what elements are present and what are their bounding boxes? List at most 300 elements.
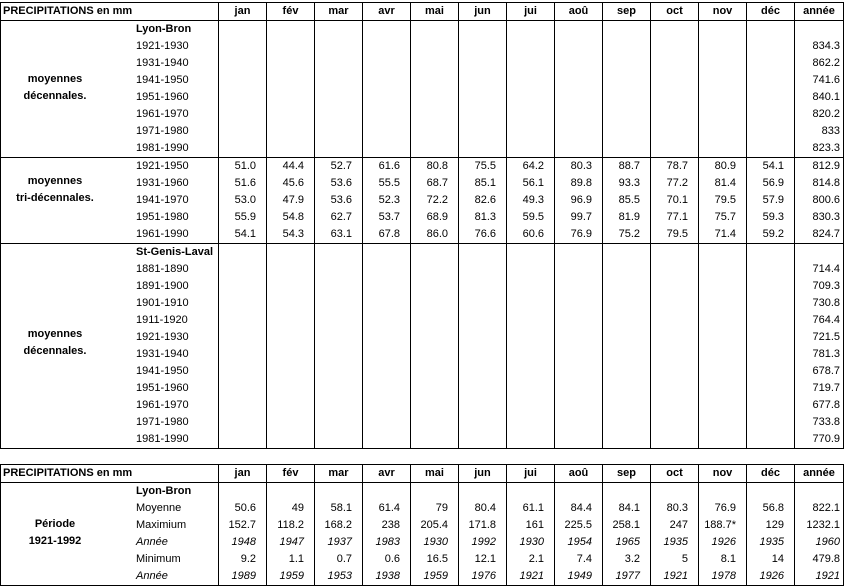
empty-cell xyxy=(699,431,747,449)
month-header: avr xyxy=(363,465,411,483)
value-cell: 1926 xyxy=(699,534,747,551)
empty-cell xyxy=(651,38,699,55)
empty-cell xyxy=(363,346,411,363)
empty-cell xyxy=(267,72,315,89)
empty-cell xyxy=(507,414,555,431)
value-cell: 14 xyxy=(747,551,795,568)
value-cell: 75.5 xyxy=(459,158,507,176)
empty-cell xyxy=(411,244,459,262)
empty-cell xyxy=(459,312,507,329)
value-cell: 47.9 xyxy=(267,192,315,209)
empty-cell xyxy=(747,397,795,414)
value-cell: 1930 xyxy=(411,534,459,551)
empty-cell xyxy=(315,72,363,89)
value-cell: 1947 xyxy=(267,534,315,551)
empty-cell xyxy=(315,261,363,278)
table-row xyxy=(1,209,844,226)
empty-cell xyxy=(315,244,363,262)
empty-cell xyxy=(315,397,363,414)
empty-cell xyxy=(267,89,315,106)
value-cell: 1232.1 xyxy=(795,517,844,534)
table-row xyxy=(1,363,844,380)
month-header: aoû xyxy=(555,465,603,483)
period-cell: 1961-1970 xyxy=(1,397,219,414)
empty-cell xyxy=(747,140,795,158)
empty-cell xyxy=(219,55,267,72)
value-cell: 171.8 xyxy=(459,517,507,534)
station-row xyxy=(1,244,844,262)
empty-cell xyxy=(699,55,747,72)
empty-cell xyxy=(315,329,363,346)
empty-cell xyxy=(603,89,651,106)
value-cell: 1959 xyxy=(267,568,315,586)
value-cell: 53.6 xyxy=(315,175,363,192)
empty-cell xyxy=(411,261,459,278)
empty-cell xyxy=(603,329,651,346)
period-cell: 1981-1990 xyxy=(1,431,219,449)
empty-cell xyxy=(555,329,603,346)
period-cell: 1911-1920 xyxy=(1,312,219,329)
table-row xyxy=(1,551,844,568)
empty-cell xyxy=(555,38,603,55)
empty-cell xyxy=(411,123,459,140)
table-row xyxy=(1,517,844,534)
value-cell: 225.5 xyxy=(555,517,603,534)
value-cell: 1949 xyxy=(555,568,603,586)
table-row xyxy=(1,106,844,123)
empty-cell xyxy=(651,140,699,158)
value-cell: 86.0 xyxy=(411,226,459,244)
value-cell: 44.4 xyxy=(267,158,315,176)
station-name: Lyon-Bron xyxy=(1,483,219,501)
empty-cell xyxy=(411,329,459,346)
station-row xyxy=(1,21,844,39)
annual-value: 862.2 xyxy=(795,55,844,72)
empty-cell xyxy=(219,397,267,414)
empty-cell xyxy=(603,363,651,380)
empty-cell xyxy=(363,89,411,106)
stat-label: Année xyxy=(1,534,219,551)
month-header: année xyxy=(795,3,844,21)
value-cell: 96.9 xyxy=(555,192,603,209)
empty-cell xyxy=(411,295,459,312)
month-header: année xyxy=(795,465,844,483)
empty-cell xyxy=(315,278,363,295)
empty-cell xyxy=(699,295,747,312)
table-row xyxy=(1,140,844,158)
empty-cell xyxy=(363,295,411,312)
value-cell: 77.1 xyxy=(651,209,699,226)
empty-cell xyxy=(267,55,315,72)
empty-cell xyxy=(267,295,315,312)
value-cell: 1921 xyxy=(651,568,699,586)
label-line1: Période xyxy=(34,518,76,530)
value-cell: 54.1 xyxy=(747,158,795,176)
empty-cell xyxy=(219,123,267,140)
value-cell: 479.8 xyxy=(795,551,844,568)
value-cell: 61.1 xyxy=(507,500,555,517)
empty-cell xyxy=(219,89,267,106)
empty-cell xyxy=(459,38,507,55)
period-cell: 1891-1900 xyxy=(1,278,219,295)
empty-cell xyxy=(363,312,411,329)
value-cell: 60.6 xyxy=(507,226,555,244)
empty-cell xyxy=(363,261,411,278)
value-cell: 55.9 xyxy=(219,209,267,226)
empty-cell xyxy=(507,483,555,501)
empty-cell xyxy=(507,278,555,295)
period-cell: 1961-1970 xyxy=(1,106,219,123)
empty-cell xyxy=(555,261,603,278)
empty-cell xyxy=(507,38,555,55)
empty-cell xyxy=(219,380,267,397)
empty-cell xyxy=(555,346,603,363)
empty-cell xyxy=(651,89,699,106)
value-cell: 63.1 xyxy=(315,226,363,244)
value-cell: 5 xyxy=(651,551,699,568)
empty-cell xyxy=(267,261,315,278)
value-cell: 59.5 xyxy=(507,209,555,226)
period-cell: 1921-1930 xyxy=(1,38,219,55)
value-cell: 79.5 xyxy=(651,226,699,244)
month-header: sep xyxy=(603,3,651,21)
empty-cell xyxy=(507,431,555,449)
empty-cell xyxy=(267,312,315,329)
empty-cell xyxy=(747,346,795,363)
value-cell: 53.6 xyxy=(315,192,363,209)
empty-cell xyxy=(459,431,507,449)
station-name: Lyon-Bron xyxy=(1,21,219,39)
empty-cell xyxy=(267,363,315,380)
empty-cell xyxy=(267,346,315,363)
period-cell: 1941-1950 xyxy=(1,72,219,89)
value-cell: 56.9 xyxy=(747,175,795,192)
table-row xyxy=(1,55,844,72)
empty-cell xyxy=(507,329,555,346)
period-cell: 1901-1910 xyxy=(1,295,219,312)
label-line2: décennales. xyxy=(23,345,87,357)
empty-cell xyxy=(699,483,747,501)
month-header: fév xyxy=(267,3,315,21)
table-row xyxy=(1,346,844,363)
value-cell: 76.6 xyxy=(459,226,507,244)
empty-cell xyxy=(651,397,699,414)
empty-cell xyxy=(555,123,603,140)
table-title: PRECIPITATIONS en mm xyxy=(1,3,219,21)
table-row xyxy=(1,278,844,295)
empty-cell xyxy=(267,244,315,262)
empty-cell xyxy=(411,140,459,158)
value-cell: 58.1 xyxy=(315,500,363,517)
value-cell: 1977 xyxy=(603,568,651,586)
empty-cell xyxy=(555,483,603,501)
month-header: jun xyxy=(459,3,507,21)
empty-cell xyxy=(507,55,555,72)
empty-cell xyxy=(651,431,699,449)
empty-cell xyxy=(315,89,363,106)
value-cell: 830.3 xyxy=(795,209,844,226)
period-cell: 1971-1980 xyxy=(1,123,219,140)
empty-cell xyxy=(507,106,555,123)
empty-cell xyxy=(603,106,651,123)
value-cell: 61.4 xyxy=(363,500,411,517)
empty-cell xyxy=(699,414,747,431)
empty-cell xyxy=(219,431,267,449)
empty-cell xyxy=(219,312,267,329)
value-cell: 53.0 xyxy=(219,192,267,209)
empty-cell xyxy=(219,38,267,55)
period-cell: 1931-1940 xyxy=(1,55,219,72)
empty-cell xyxy=(363,380,411,397)
value-cell: 49 xyxy=(267,500,315,517)
value-cell: 1959 xyxy=(411,568,459,586)
value-cell: 70.1 xyxy=(651,192,699,209)
value-cell: 1935 xyxy=(651,534,699,551)
empty-cell xyxy=(699,72,747,89)
empty-cell xyxy=(555,397,603,414)
table-row xyxy=(1,261,844,278)
empty-cell xyxy=(315,414,363,431)
month-header: jan xyxy=(219,3,267,21)
value-cell: 64.2 xyxy=(507,158,555,176)
empty-cell xyxy=(363,329,411,346)
empty-cell xyxy=(459,397,507,414)
value-cell: 1989 xyxy=(219,568,267,586)
empty-cell xyxy=(363,38,411,55)
empty-cell xyxy=(651,312,699,329)
empty-cell xyxy=(747,312,795,329)
empty-cell xyxy=(315,295,363,312)
value-cell: 1921 xyxy=(795,568,844,586)
value-cell: 814.8 xyxy=(795,175,844,192)
annual-value: 840.1 xyxy=(795,89,844,106)
value-cell: 812.9 xyxy=(795,158,844,176)
value-cell: 238 xyxy=(363,517,411,534)
empty-cell xyxy=(795,483,844,501)
empty-cell xyxy=(747,72,795,89)
empty-cell xyxy=(603,397,651,414)
value-cell: 1935 xyxy=(747,534,795,551)
empty-cell xyxy=(747,244,795,262)
empty-cell xyxy=(363,244,411,262)
value-cell: 78.7 xyxy=(651,158,699,176)
stat-label: Année xyxy=(1,568,219,586)
empty-cell xyxy=(747,38,795,55)
empty-cell xyxy=(459,106,507,123)
empty-cell xyxy=(603,414,651,431)
value-cell: 1937 xyxy=(315,534,363,551)
empty-cell xyxy=(459,278,507,295)
empty-cell xyxy=(363,414,411,431)
value-cell: 52.7 xyxy=(315,158,363,176)
empty-cell xyxy=(411,106,459,123)
empty-cell xyxy=(603,312,651,329)
empty-cell xyxy=(555,21,603,39)
empty-cell xyxy=(747,278,795,295)
table-row xyxy=(1,568,844,586)
table-row xyxy=(1,534,844,551)
period-table xyxy=(0,464,844,586)
value-cell: 9.2 xyxy=(219,551,267,568)
empty-cell xyxy=(747,483,795,501)
value-cell: 99.7 xyxy=(555,209,603,226)
empty-cell xyxy=(219,295,267,312)
value-cell: 93.3 xyxy=(603,175,651,192)
empty-cell xyxy=(747,123,795,140)
value-cell: 53.7 xyxy=(363,209,411,226)
label-line1: moyennes xyxy=(27,73,83,85)
empty-cell xyxy=(507,261,555,278)
value-cell: 80.4 xyxy=(459,500,507,517)
empty-cell xyxy=(363,140,411,158)
annual-value: 714.4 xyxy=(795,261,844,278)
empty-cell xyxy=(555,55,603,72)
empty-cell xyxy=(411,431,459,449)
empty-cell xyxy=(507,363,555,380)
value-cell: 55.5 xyxy=(363,175,411,192)
value-cell: 52.3 xyxy=(363,192,411,209)
month-header: mar xyxy=(315,3,363,21)
empty-cell xyxy=(699,363,747,380)
value-cell: 152.7 xyxy=(219,517,267,534)
empty-cell xyxy=(219,414,267,431)
empty-cell xyxy=(219,278,267,295)
empty-cell xyxy=(315,363,363,380)
empty-cell xyxy=(555,312,603,329)
empty-cell xyxy=(363,483,411,501)
empty-cell xyxy=(747,21,795,39)
value-cell: 1976 xyxy=(459,568,507,586)
value-cell: 0.7 xyxy=(315,551,363,568)
value-cell: 68.7 xyxy=(411,175,459,192)
empty-cell xyxy=(555,431,603,449)
value-cell: 1953 xyxy=(315,568,363,586)
table-row xyxy=(1,397,844,414)
empty-cell xyxy=(219,140,267,158)
empty-cell xyxy=(699,329,747,346)
table-row xyxy=(1,380,844,397)
empty-cell xyxy=(651,278,699,295)
period-cell: 1931-1940 xyxy=(1,346,219,363)
empty-cell xyxy=(651,244,699,262)
period-cell: 1921-1930 xyxy=(1,329,219,346)
value-cell: 54.8 xyxy=(267,209,315,226)
annual-value: 721.5 xyxy=(795,329,844,346)
value-cell: 80.3 xyxy=(555,158,603,176)
empty-cell xyxy=(747,55,795,72)
empty-cell xyxy=(699,38,747,55)
empty-cell xyxy=(411,72,459,89)
stat-label: Minimum xyxy=(1,551,219,568)
empty-cell xyxy=(363,397,411,414)
value-cell: 1960 xyxy=(795,534,844,551)
empty-cell xyxy=(507,140,555,158)
empty-cell xyxy=(315,483,363,501)
value-cell: 88.7 xyxy=(603,158,651,176)
stat-label: Maximium xyxy=(1,517,219,534)
empty-cell xyxy=(459,414,507,431)
period-cell: 1951-1960 xyxy=(1,89,219,106)
value-cell: 84.4 xyxy=(555,500,603,517)
value-cell: 12.1 xyxy=(459,551,507,568)
empty-cell xyxy=(363,363,411,380)
table-row xyxy=(1,414,844,431)
month-header: jan xyxy=(219,465,267,483)
empty-cell xyxy=(651,106,699,123)
period-cell: 1981-1990 xyxy=(1,140,219,158)
empty-cell xyxy=(459,346,507,363)
empty-cell xyxy=(603,278,651,295)
empty-cell xyxy=(747,431,795,449)
empty-cell xyxy=(411,346,459,363)
empty-cell xyxy=(315,312,363,329)
empty-cell xyxy=(267,397,315,414)
value-cell: 81.9 xyxy=(603,209,651,226)
empty-cell xyxy=(219,363,267,380)
empty-cell xyxy=(603,72,651,89)
empty-cell xyxy=(315,21,363,39)
empty-cell xyxy=(267,38,315,55)
empty-cell xyxy=(603,431,651,449)
empty-cell xyxy=(651,346,699,363)
value-cell: 76.9 xyxy=(555,226,603,244)
empty-cell xyxy=(459,140,507,158)
empty-cell xyxy=(363,21,411,39)
value-cell: 1948 xyxy=(219,534,267,551)
empty-cell xyxy=(507,346,555,363)
empty-cell xyxy=(459,123,507,140)
value-cell: 81.4 xyxy=(699,175,747,192)
value-cell: 247 xyxy=(651,517,699,534)
table-row xyxy=(1,38,844,55)
empty-cell xyxy=(267,278,315,295)
value-cell: 2.1 xyxy=(507,551,555,568)
label-line2: tri-décennales. xyxy=(16,192,94,204)
empty-cell xyxy=(363,72,411,89)
empty-cell xyxy=(747,380,795,397)
empty-cell xyxy=(411,483,459,501)
empty-cell xyxy=(411,38,459,55)
empty-cell xyxy=(219,72,267,89)
empty-cell xyxy=(699,346,747,363)
label-line1: moyennes xyxy=(27,175,83,187)
empty-cell xyxy=(651,414,699,431)
empty-cell xyxy=(555,106,603,123)
label-line2: 1921-1992 xyxy=(28,535,82,547)
value-cell: 82.6 xyxy=(459,192,507,209)
value-cell: 89.8 xyxy=(555,175,603,192)
period-cell: 1971-1980 xyxy=(1,414,219,431)
empty-cell xyxy=(555,414,603,431)
empty-cell xyxy=(363,123,411,140)
empty-cell xyxy=(747,261,795,278)
empty-cell xyxy=(555,140,603,158)
annual-value: 741.6 xyxy=(795,72,844,89)
empty-cell xyxy=(267,431,315,449)
period-cell: 1961-1990 xyxy=(1,226,219,244)
label-line2: décennales. xyxy=(23,90,87,102)
month-header: avr xyxy=(363,3,411,21)
annual-value: 678.7 xyxy=(795,363,844,380)
empty-cell xyxy=(459,72,507,89)
table-row xyxy=(1,158,844,176)
value-cell: 16.5 xyxy=(411,551,459,568)
empty-cell xyxy=(603,483,651,501)
empty-cell xyxy=(219,261,267,278)
empty-cell xyxy=(219,346,267,363)
empty-cell xyxy=(651,21,699,39)
value-cell: 75.7 xyxy=(699,209,747,226)
